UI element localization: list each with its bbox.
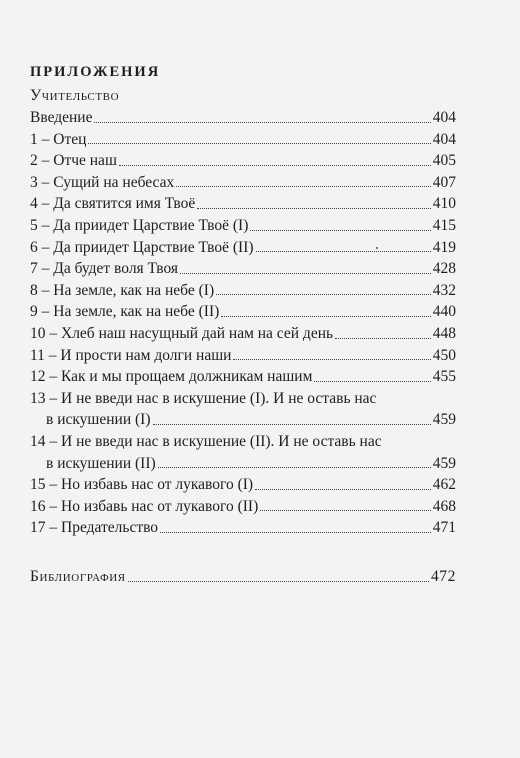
toc-entry-title: 5 – Да приидет Царствие Твоё (I) [30, 216, 249, 234]
dot-leader [260, 509, 430, 511]
toc-entry-title: 16 – Но избавь нас от лукавого (II) [30, 497, 259, 515]
toc-entry-page: 459 [432, 411, 456, 429]
toc-entry[interactable] [30, 366, 456, 388]
dot-leader [180, 272, 431, 274]
toc-entry-page: 404 [432, 109, 456, 126]
toc-entry-title: 4 – Да святится имя Твоё [30, 195, 196, 213]
table-of-contents [30, 107, 456, 539]
toc-entry[interactable] [30, 172, 456, 194]
dot-leader [160, 531, 431, 533]
dot-leader [176, 185, 431, 187]
toc-entry-title: 15 – Но избавь нас от лукавого (I) [30, 476, 254, 494]
dot-leader [119, 164, 431, 166]
print-speck [376, 247, 378, 249]
dot-leader [128, 580, 429, 582]
toc-entry-page: 462 [432, 476, 456, 494]
toc-entry-title: 11 – И прости нам долги наши [30, 346, 232, 364]
toc-entry-title: 12 – Как и мы прощаем должникам нашим [30, 368, 313, 386]
toc-entry[interactable] [30, 474, 456, 496]
toc-entry-page: 405 [432, 152, 456, 170]
toc-entry-title: 2 – Отче наш [30, 152, 117, 170]
dot-leader [256, 250, 431, 252]
toc-entry[interactable] [30, 496, 456, 518]
toc-entry-page: 471 [432, 519, 456, 537]
toc-entry-page: 432 [432, 281, 456, 299]
toc-entry-page: 419 [432, 238, 456, 256]
dot-leader [88, 142, 430, 144]
toc-entry[interactable] [30, 388, 456, 410]
toc-entry-page: 448 [432, 324, 456, 342]
dot-leader [255, 488, 431, 490]
toc-entry-page: 459 [432, 454, 456, 472]
toc-entry-title: 17 – Предательство [30, 519, 159, 537]
dot-leader [335, 337, 431, 339]
toc-entry-continuation[interactable] [30, 409, 456, 431]
toc-entry-title: 9 – На земле, как на небе (II) [30, 303, 220, 321]
toc-entry[interactable] [30, 150, 456, 172]
toc-entry-page: 468 [432, 497, 456, 515]
toc-entry[interactable] [30, 345, 456, 367]
dot-leader [94, 121, 430, 123]
toc-entry-title-continuation: в искушении (II) [46, 454, 156, 472]
toc-entry-title: Введение [30, 109, 93, 126]
toc-entry-continuation[interactable] [30, 453, 456, 475]
toc-entry-title: 13 – И не введи нас в искушение (I). И не оставь нас [30, 389, 377, 407]
toc-entry-page: 410 [432, 195, 456, 213]
dot-leader [314, 380, 430, 382]
toc-entry-page: 415 [432, 216, 456, 234]
dot-leader [221, 315, 430, 317]
toc-entry[interactable] [30, 107, 456, 129]
toc-entry-title: 3 – Сущий на небесах [30, 173, 175, 191]
toc-entry-title-continuation: в искушении (I) [46, 411, 151, 429]
toc-entry-title: Библиография [30, 568, 126, 585]
dot-leader [233, 358, 430, 360]
toc-entry-title: 7 – Да будет воля Твоя [30, 260, 179, 278]
toc-entry[interactable] [30, 431, 456, 453]
toc-entry[interactable] [30, 193, 456, 215]
toc-entry-page: 440 [432, 303, 456, 321]
toc-entry-title: 10 – Хлеб наш насущный дай нам на сей день [30, 324, 334, 342]
dot-leader [250, 229, 430, 231]
dot-leader [197, 207, 430, 209]
section-heading: ПРИЛОЖЕНИЯ [30, 64, 161, 80]
toc-entry[interactable] [30, 280, 456, 302]
toc-entry-bibliography[interactable] [30, 566, 456, 588]
toc-entry[interactable] [30, 323, 456, 345]
toc-entry-page: 407 [432, 173, 456, 191]
dot-leader [216, 293, 431, 295]
toc-entry[interactable] [30, 258, 456, 280]
toc-entry-title: 1 – Отец [30, 130, 87, 148]
toc-entry-page: 455 [432, 368, 456, 386]
toc-entry-title: 6 – Да приидет Царствие Твоё (II) [30, 238, 254, 256]
toc-entry[interactable] [30, 301, 456, 323]
dot-leader [158, 466, 431, 468]
toc-entry[interactable] [30, 517, 456, 539]
toc-entry-page: 472 [430, 568, 456, 585]
dot-leader [153, 423, 431, 425]
toc-entry-page: 450 [432, 346, 456, 364]
toc-entry-title: 8 – На земле, как на небе (I) [30, 281, 215, 299]
toc-entry-page: 404 [432, 130, 456, 148]
toc-entry-title: 14 – И не введи нас в искушение (II). И не оставь нас [30, 432, 382, 450]
subsection-title: Учительство [30, 87, 120, 104]
toc-entry[interactable] [30, 237, 456, 259]
toc-entry-page: 428 [432, 260, 456, 278]
toc-entry[interactable] [30, 129, 456, 151]
toc-entry[interactable] [30, 215, 456, 237]
